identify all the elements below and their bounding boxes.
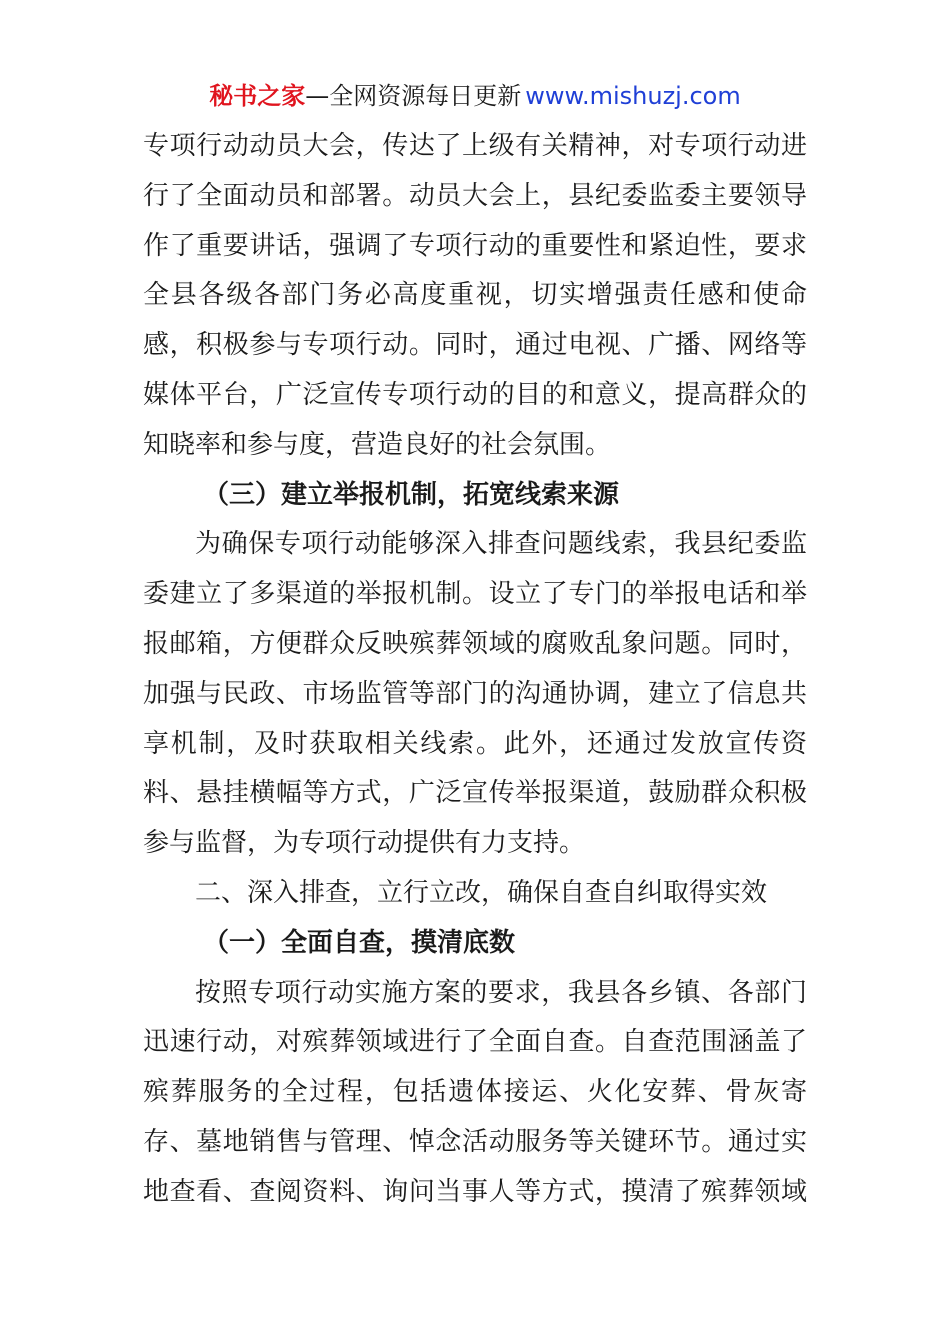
body-line: 殡葬服务的全过程，包括遗体接运、火化安葬、骨灰寄 — [143, 1077, 807, 1108]
body-line: 按照专项行动实施方案的要求，我县各乡镇、各部门 — [195, 977, 807, 1008]
header-brand: 秘书之家 — [209, 82, 306, 110]
body-line: 为确保专项行动能够深入排查问题线索，我县纪委监 — [195, 529, 807, 560]
page-header — [0, 78, 950, 114]
body-line: 地查看、查阅资料、询问当事人等方式，摸清了殡葬领域 — [143, 1176, 807, 1207]
header-url-link[interactable]: www.mishuzj.com — [525, 82, 741, 110]
body-line: 迅速行动，对殡葬领域进行了全面自查。自查范围涵盖了 — [143, 1027, 807, 1058]
body-line: 专项行动动员大会，传达了上级有关精神，对专项行动进 — [143, 131, 807, 161]
body-line: 作了重要讲话，强调了专项行动的重要性和紧迫性，要求 — [143, 230, 807, 261]
body-line: 媒体平台，广泛宣传专项行动的目的和意义，提高群众的 — [143, 379, 807, 410]
body-line: 感，积极参与专项行动。同时，通过电视、广播、网络等 — [143, 330, 807, 361]
body-line: 料、悬挂横幅等方式，广泛宣传举报渠道，鼓励群众积极 — [143, 778, 807, 809]
body-line: 加强与民政、市场监管等部门的沟通协调，建立了信息共 — [143, 678, 807, 709]
document-body — [143, 122, 807, 1218]
body-line: 委建立了多渠道的举报机制。设立了专门的举报电话和举 — [143, 579, 807, 610]
body-line: 享机制，及时获取相关线索。此外，还通过发放宣传资 — [143, 728, 807, 759]
section-heading: （一）全面自查，摸清底数 — [203, 927, 516, 958]
body-line: 全县各级各部门务必高度重视，切实增强责任感和使命 — [143, 280, 807, 311]
body-line: 报邮箱，方便群众反映殡葬领域的腐败乱象问题。同时， — [143, 628, 807, 659]
section-heading: （三）建立举报机制，拓宽线索来源 — [203, 479, 620, 510]
body-line: 参与监督，为专项行动提供有力支持。 — [143, 828, 586, 859]
body-line: 存、墓地销售与管理、悼念活动服务等关键环节。通过实 — [143, 1126, 807, 1157]
chapter-heading: 二、深入排查，立行立改，确保自查自纠取得实效 — [195, 877, 768, 908]
header-tagline: —全网资源每日更新 — [305, 82, 522, 110]
body-line: 行了全面动员和部署。动员大会上，县纪委监委主要领导 — [143, 180, 807, 211]
body-line: 知晓率和参与度，营造良好的社会氛围。 — [143, 429, 612, 460]
